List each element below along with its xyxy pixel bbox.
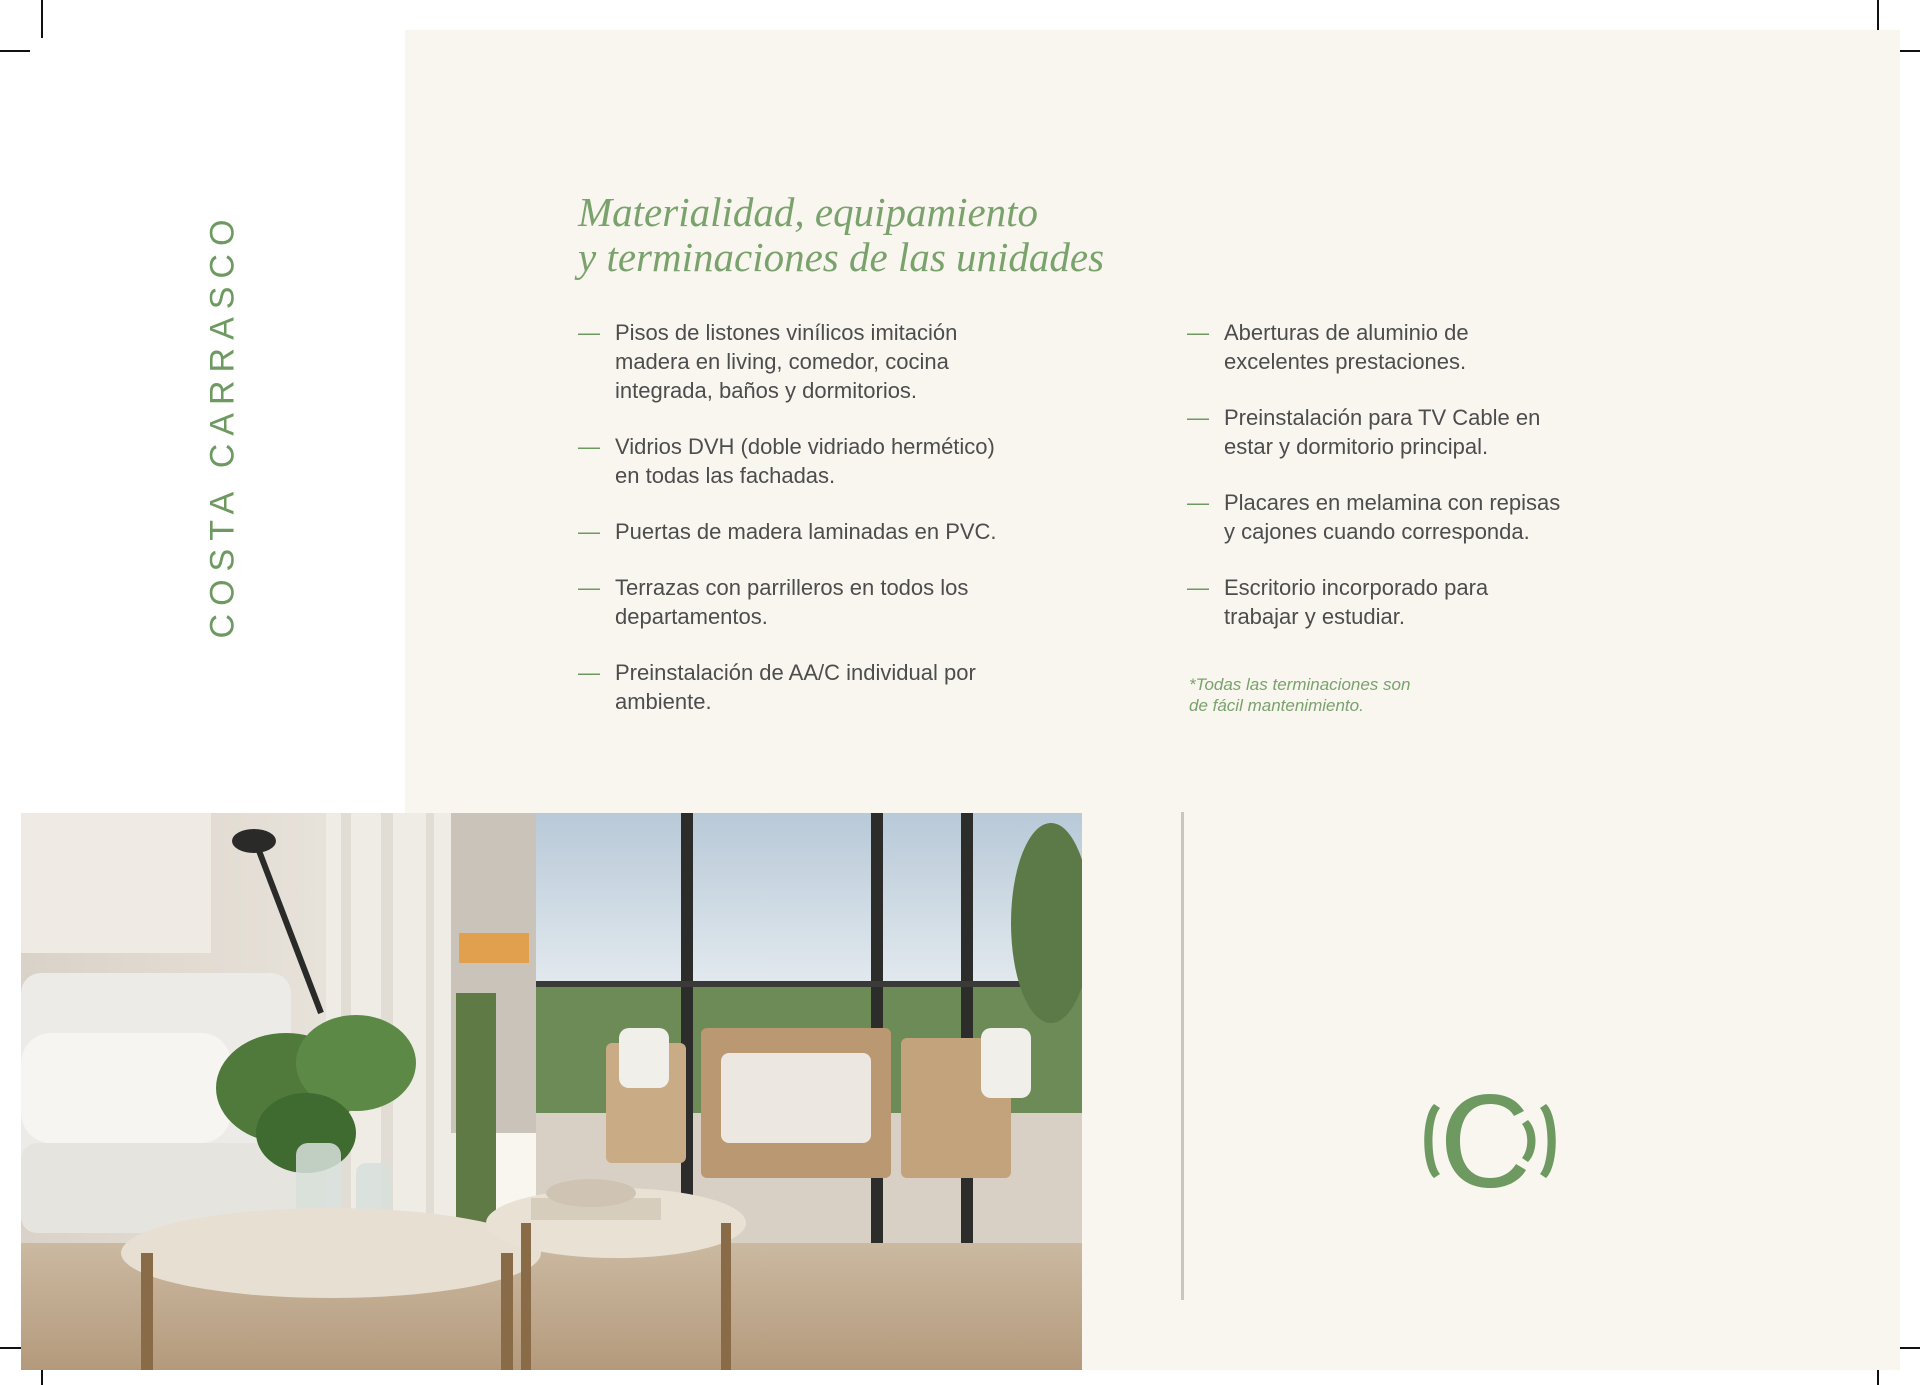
- footnote-line-2: de fácil mantenimiento.: [1189, 696, 1364, 715]
- bullet-dash: —: [1187, 490, 1209, 515]
- feature-item: [578, 432, 1058, 490]
- crop-mark: [0, 50, 30, 52]
- feature-text-line: Escritorio incorporado para: [1224, 575, 1489, 600]
- feature-text-line: departamentos.: [615, 604, 768, 629]
- feature-text-line: trabajar y estudiar.: [1224, 604, 1405, 629]
- feature-text-line: Preinstalación de AA/C individual por: [615, 660, 976, 685]
- feature-item: [1187, 573, 1627, 631]
- bullet-dash: —: [578, 519, 600, 544]
- crop-mark: [41, 0, 43, 38]
- page-title: [578, 190, 1104, 280]
- feature-text-line: madera en living, comedor, cocina: [615, 349, 949, 374]
- feature-text-line: Preinstalación para TV Cable en: [1224, 405, 1541, 430]
- feature-item: [578, 658, 1058, 716]
- feature-item: [1187, 318, 1627, 376]
- feature-text-line: integrada, baños y dormitorios.: [615, 378, 918, 403]
- interior-photo: [21, 813, 1082, 1370]
- bullet-dash: —: [578, 434, 600, 459]
- feature-text-line: Vidrios DVH (doble vidriado hermético): [615, 434, 995, 459]
- features-list-left: [578, 318, 1058, 743]
- vertical-brand-name: COSTA CARRASCO: [203, 211, 242, 639]
- title-line-1: Materialidad, equipamiento: [578, 189, 1039, 235]
- bullet-dash: —: [578, 575, 600, 600]
- feature-text-line: Aberturas de aluminio de: [1224, 320, 1469, 345]
- bullet-dash: —: [578, 660, 600, 685]
- title-line-2: y terminaciones de las unidades: [578, 234, 1105, 280]
- feature-text-line: Placares en melamina con repisas: [1224, 490, 1561, 515]
- feature-item: [578, 573, 1058, 631]
- feature-text-line: excelentes prestaciones.: [1224, 349, 1467, 374]
- feature-text-line: estar y dormitorio principal.: [1224, 434, 1489, 459]
- vertical-divider: [1181, 812, 1184, 1300]
- bullet-dash: —: [1187, 320, 1209, 345]
- feature-item: [578, 517, 1058, 546]
- feature-text-line: Pisos de listones vinílicos imitación: [615, 320, 958, 345]
- feature-text-line: en todas las fachadas.: [615, 463, 836, 488]
- features-list-right: [1187, 318, 1627, 658]
- bullet-dash: —: [578, 320, 600, 345]
- bullet-dash: —: [1187, 405, 1209, 430]
- feature-item: [1187, 403, 1627, 461]
- feature-text-line: Puertas de madera laminadas en PVC.: [615, 519, 997, 544]
- feature-text-line: ambiente.: [615, 689, 712, 714]
- cc-monogram-icon: [1416, 1086, 1564, 1196]
- footnote: [1189, 674, 1489, 716]
- bullet-dash: —: [1187, 575, 1209, 600]
- feature-text-line: y cajones cuando corresponda.: [1224, 519, 1530, 544]
- footnote-line-1: *Todas las terminaciones son: [1189, 675, 1411, 694]
- feature-text-line: Terrazas con parrilleros en todos los: [615, 575, 969, 600]
- feature-item: [578, 318, 1058, 405]
- feature-item: [1187, 488, 1627, 546]
